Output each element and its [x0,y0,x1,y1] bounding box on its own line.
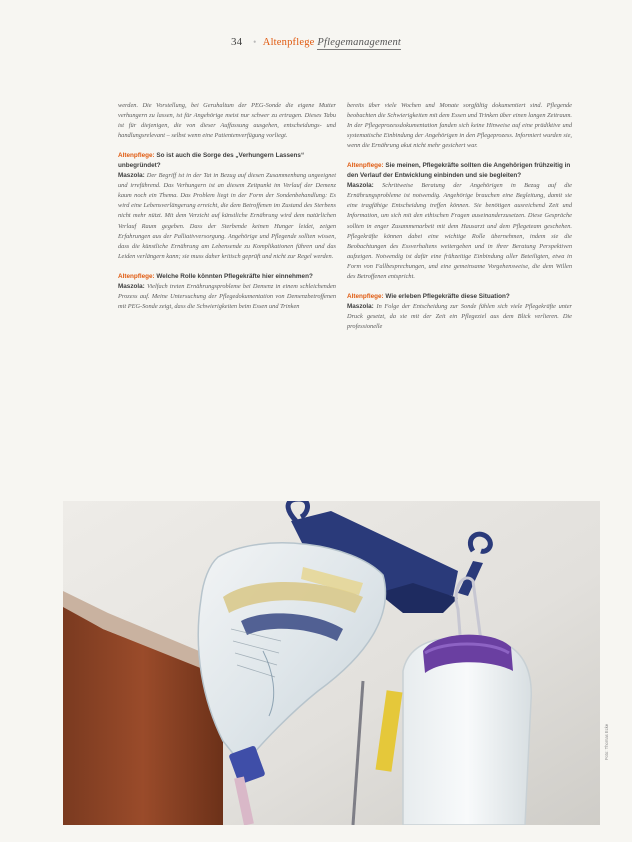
answer-3 [347,181,572,281]
question-3-text: Sie meinen, Pflegekräfte sollten die Angehörigen frühzeitig in den Verlauf der Entwicklung einbinden und sie begleiten? [347,162,571,180]
answer-2-label: Maszola: [118,282,145,290]
left-column [118,101,336,312]
question-4 [347,292,572,302]
answer-1-text: Der Begriff ist in der Tat in Bezug auf diesen Zusammenhang ungeeignet und irreführend. Das Verhungern ist an diesem Zeitpunkt im Verlauf der Demenz kaum noch ein Thema. Das Problem liegt in der Form der Sondenbehandlung: Es wird eine Lebensverlängerung erreicht, die dem Betroffenen im Zustand des Sterbens nicht mehr nützt. Mit dem Verzicht auf künstliche Ernährung wird dem natürlichen Verlauf Raum gegeben. Dass der Sterbende keinen Hunger leidet, zeigen Erfahrungen aus der Palliativversorgung. Angehörige und Pflegende sollten wissen, dass die künstliche Ernährung am Lebensende zu Komplikationen führen und das Leiden verlängern kann; sie muss daher kritisch geprüft und nicht zur Regel werden. [118,172,336,260]
question-3 [347,161,572,181]
header-separator: • [253,37,257,47]
right-column [347,101,572,332]
answer-2 [118,282,336,312]
question-1-text: So ist auch die Sorge des „Verhungern Lassens“ unbegründet? [118,152,305,170]
page-header [0,36,632,48]
question-2 [118,272,336,282]
question-4-label: Altenpflege: [347,292,384,300]
answer-4-text: In Folge der Entscheidung zur Sonde fühlen sich viele Pflegekräfte unter Druck gesetzt, da sie mit der Zeit ein Pflegeziel aus dem Blick verlieren. Die professionelle [347,302,572,330]
answer-4 [347,302,572,332]
section-name: Pflegemanagement [317,37,402,48]
question-1-label: Altenpflege: [118,152,155,160]
answer-1 [118,171,336,261]
answer-3-text: Schrittweise Beratung der Angehörigen in Bezug auf die Ernährungsprobleme ist notwendig. Angehörige brauchen eine Begleitung, damit sie eine tragfähige Entscheidung treffen können. Sie benötigen ausreichend Zeit und Information, um sich mit den ethischen Fragen auseinanderzusetzen. Diese Gespräche sollten in enger Zusammenarbeit mit dem Hausarzt und dem Pflegeteam geschehen. Pflegekräfte können dabei eine wichtige Rolle übernehmen, indem sie die Beobachtungen des Essverhaltens weitergeben und in ihrer Beratung Perspektiven aufzeigen. Notwendig ist dafür eine frühzeitige Einbindung aller Beteiligten, etwa in Form von Fallbesprechungen, und eine gemeinsame Vorgehensweise, die dem Willen des Betroffenen entspricht. [347,182,573,280]
photo-credit: Foto: Thomas Ecke [604,723,609,760]
question-2-text: Welche Rolle könnten Pflegekräfte hier einnehmen? [156,272,313,280]
answer-1-label: Maszola: [118,172,145,180]
question-3-label: Altenpflege: [347,162,384,170]
feeding-bag-illustration [63,501,600,825]
answer-3-label: Maszola: [347,182,374,190]
right-intro-paragraph: bereits über viele Wochen und Monate sorgfältig dokumentiert sind. Pflegende beobachten die Schwierigkeiten mit dem Essen und Trinken über einen langen Zeitraum. In der Pflegeprozessdokumentation fanden sich keine Hinweise auf eine prädiktive und systematische Einbindung der Angehörigen in den Pflegeprozess. Informiert wurden sie, wenn die Ernährung akut nicht mehr gesichert war. [347,102,572,150]
page-number: 34 [230,36,243,48]
question-4-text: Wie erleben Pflegekräfte diese Situation? [385,292,510,300]
answer-4-label: Maszola: [347,302,374,310]
left-intro-paragraph: werden. Die Vorstellung, bei Geruhaltum der PEG-Sonde die eigene Mutter verhungern zu lassen, ist für Angehörige meist nur schwer zu ertragen. Dieses Tabu ist für diejenigen, die von dieser Auffassung ausgehen, entscheidungs- und handlungsrelevant – selbst wenn eine Patientenverfügung vorliegt. [118,102,336,140]
answer-2-text: Vielfach treten Ernährungsprobleme bei Demenz in einem schleichenden Prozess auf. Meine Untersuchung der Pflegedokumentation von Demenzbetroffenen mit PEG-Sonde zeigt, dass die Schwierigkeiten beim Essen und Trinken [118,282,336,310]
magazine-name: Altenpflege [262,37,315,48]
question-1 [118,151,336,171]
question-2-label: Altenpflege: [118,272,155,280]
feeding-bag-photo [63,501,600,825]
